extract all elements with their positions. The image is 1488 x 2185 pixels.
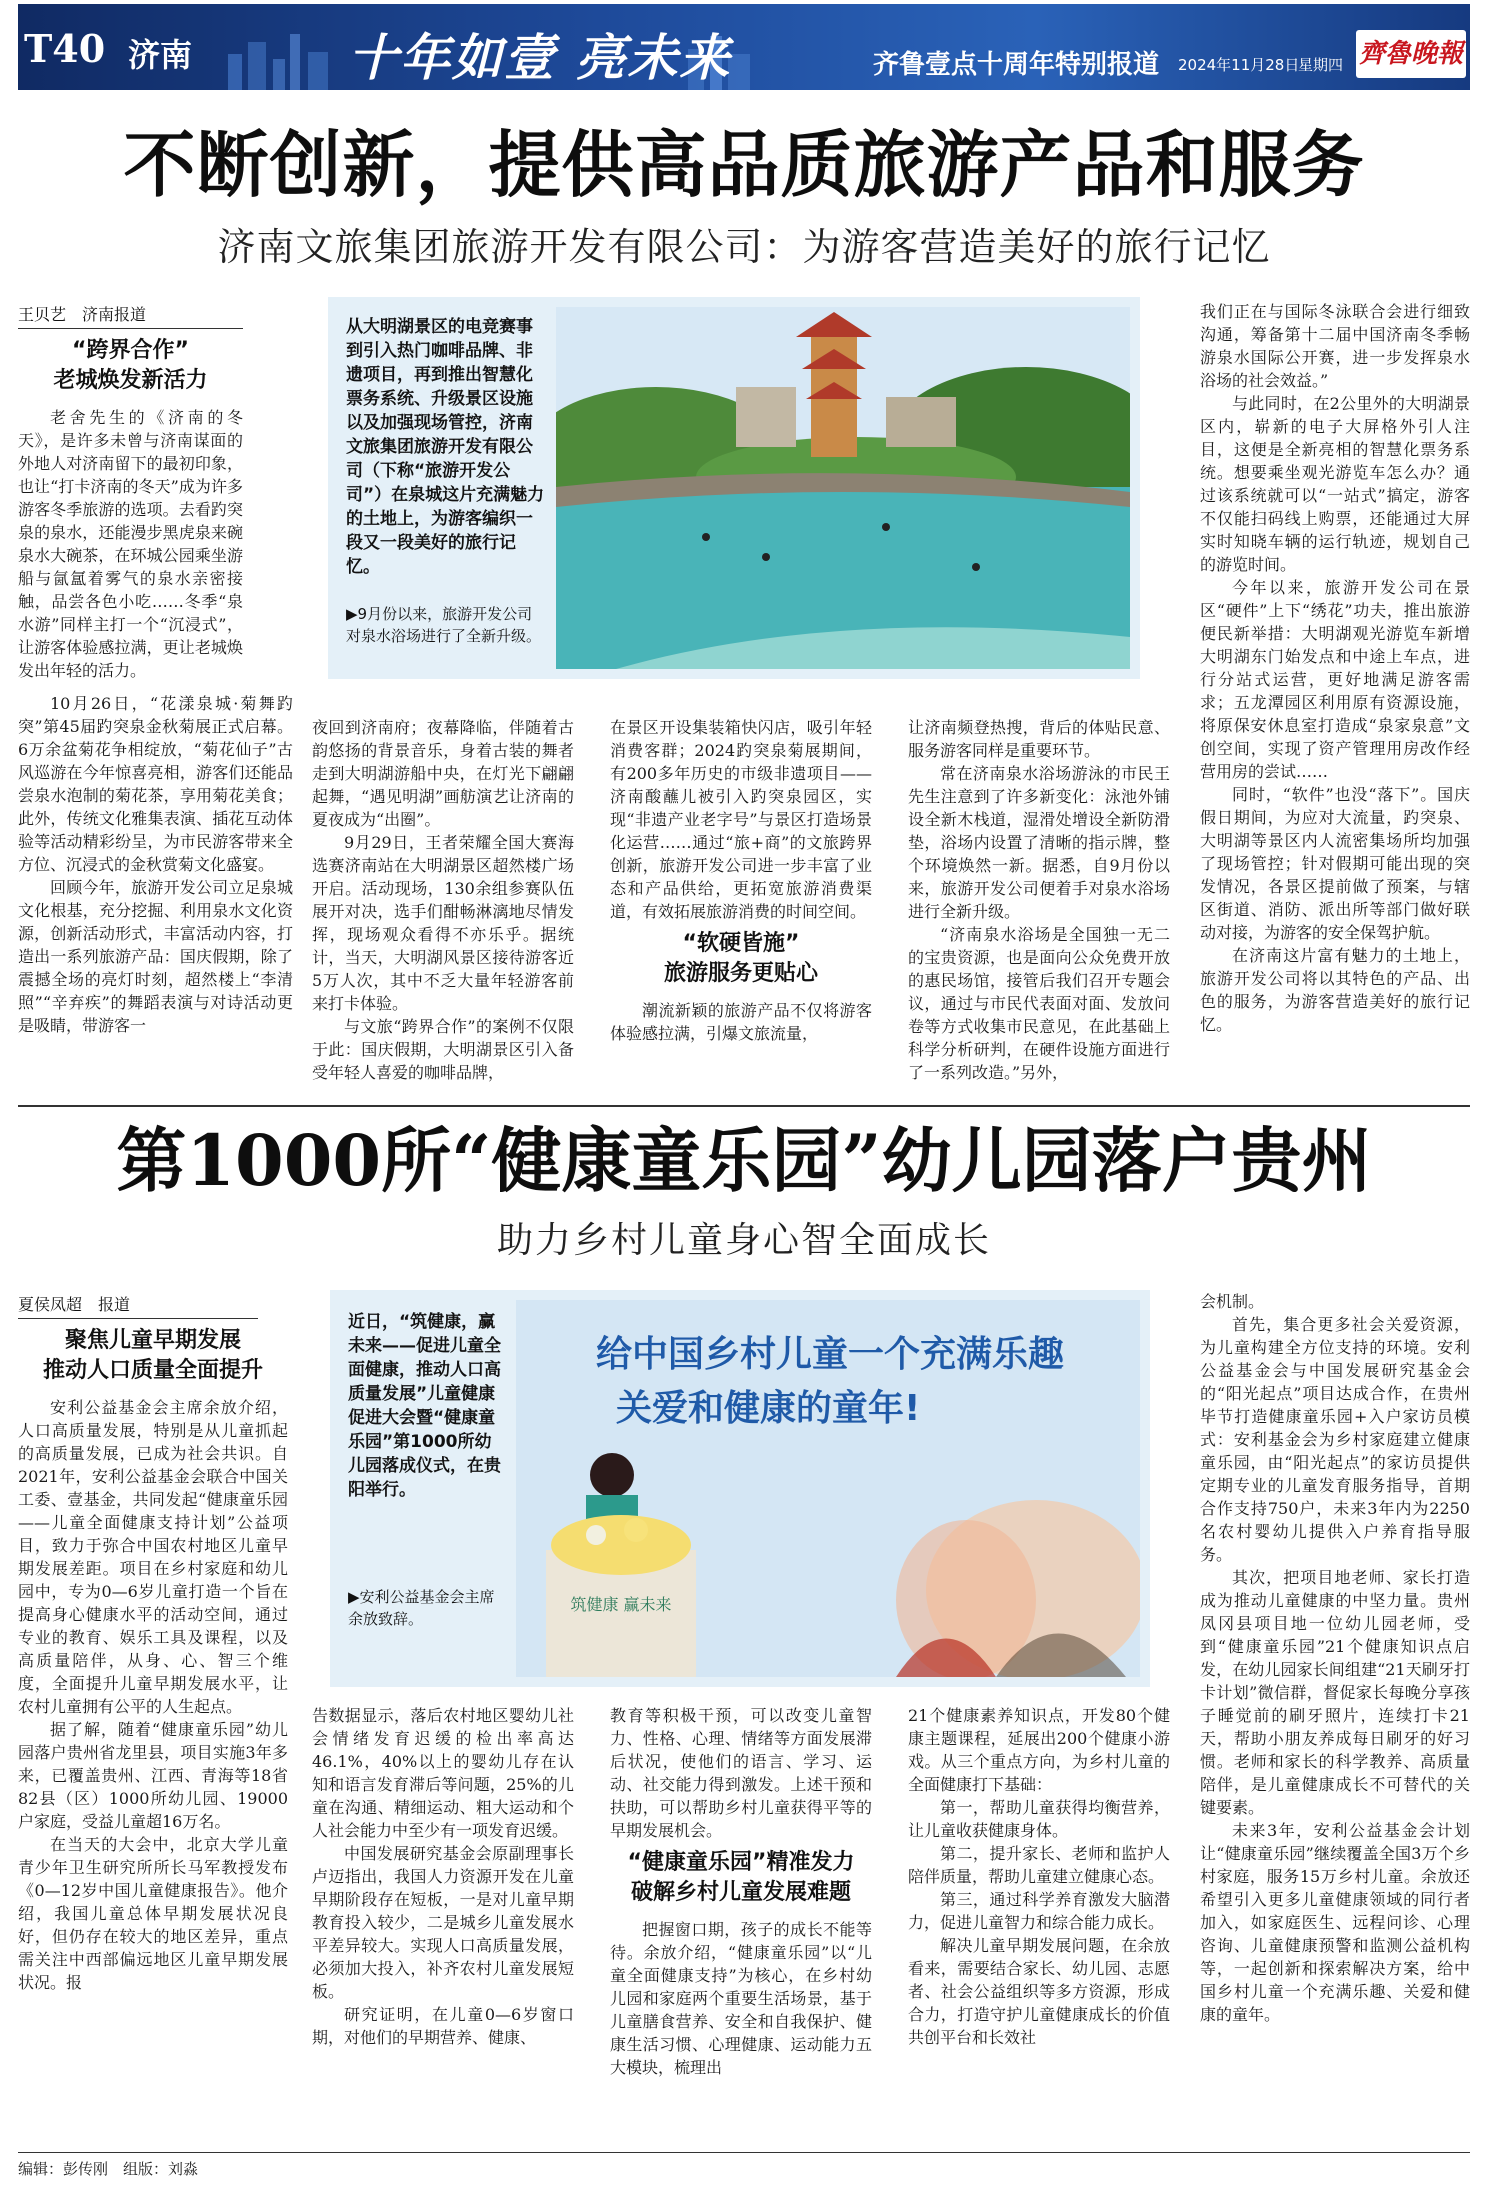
article1-col3 [610, 716, 872, 1045]
paragraph: 把握窗口期，孩子的成长不能等待。余放介绍，“健康童乐园”以“儿童全面健康支持”为核心，在乡村幼儿园和家庭两个重要生活场景，基于儿童膳食营养、安全和自我保护、健康生活习惯、心理健康、运动能力五大模块，梳理出 [610, 1920, 872, 2077]
paragraph: 夜回到济南府；夜幕降临，伴随着古韵悠扬的背景音乐，身着古装的舞者走到大明湖游船中央，在灯光下翩翩起舞，“遇见明湖”画舫演艺让济南的夏夜成为“出圈”。 [312, 718, 574, 829]
paragraph: 未来3年，安利公益基金会计划让“健康童乐园”继续覆盖全国3万个乡村家庭，服务15万乡村儿童。余放还希望引入更多儿童健康领域的同行者加入，如家庭医生、远程问诊、心理咨询、儿童健康预警和监测公益机构等，一起创新和探索解决方案，给中国乡村儿童一个充满乐趣、关爱和健康的童年。 [1200, 1821, 1470, 2024]
article2-subheadline: 助力乡村儿童身心智全面成长 [496, 1220, 991, 1261]
stage-slogan-line1: 给中国乡村儿童一个充满乐趣 [596, 1334, 1065, 1375]
paragraph: 10月26日，“花漾泉城·菊舞趵突”第45届趵突泉金秋菊展正式启幕。6万余盆菊花争相绽放，“菊花仙子”古风巡游在今年惊喜亮相，游客们还能品尝泉水泡制的菊花茶，享用菊花美食；此外，传统文化雅集表演、插花互动体验等活动精彩纷呈，为市民游客带来全方位、沉浸式的金秋赏菊文化盛宴。 [18, 694, 293, 874]
article1-photo-caption: ▶9月份以来，旅游开发公司对泉水浴场进行了全新升级。 [346, 605, 542, 645]
article1-col1-lower [18, 692, 293, 1037]
article2-lead: 近日，“筑健康，赢未来——促进儿童全面健康，推动人口高质量发展”儿童健康促进大会暨“健康童乐园”第1000所幼儿园落成仪式，在贵阳举行。 [348, 1312, 501, 1500]
paragraph: 在当天的大会中，北京大学儿童青少年卫生研究所所长马军教授发布《0—12岁中国儿童健康报告》。他介绍，我国儿童总体早期发展状况良好，但仍存在较大的地区差异，重点需关注中西部偏远地区儿童早期发展状况。报 [18, 1835, 288, 1992]
paragraph: 教育等积极干预，可以改变儿童智力、性格、心理、情绪等方面发展滞后状况，使他们的语言、学习、运动、社交能力得到激发。上述干预和扶助，可以帮助乡村儿童获得平等的早期发展机会。 [610, 1706, 872, 1840]
stage-slogan-line2: 关爱和健康的童年! [616, 1388, 921, 1429]
article2-col1 [18, 1320, 288, 1994]
page-number: T40 [24, 26, 106, 71]
paragraph: 告数据显示，落后农村地区婴幼儿社会情绪发育迟缓的检出率高达46.1%，40%以上的婴幼儿存在认知和语言发育滞后等问题，25%的儿童在沟通、精细运动、粗大运动和个人社会能力中至少有一项发育迟缓。 [312, 1706, 574, 1840]
article1-headline: 不断创新，提供高品质旅游产品和服务 [123, 122, 1365, 207]
article2-subhead1: 聚焦儿童早期发展 推动人口质量全面提升 [42, 1328, 263, 1383]
paragraph: 我们正在与国际冬泳联合会进行细致沟通，筹备第十二届中国济南冬季畅游泉水国际公开赛，进一步发挥泉水浴场的社会效益。” [1200, 302, 1470, 390]
article1-col1 [18, 330, 243, 682]
paragraph: 第二，提升家长、老师和监护人陪伴质量，帮助儿童建立健康心态。 [908, 1844, 1170, 1886]
issue-weekday: 星期四 [1298, 56, 1344, 74]
paragraph: 同时，“软件”也没“落下”。国庆假日期间，为应对大流量，趵突泉、大明湖等景区内人流密集场所均加强了现场管控；针对假期可能出现的突发情况，各景区提前做了预案，与辖区街道、消防、派出所等部门做好联动对接，为游客的安全保驾护航。 [1200, 785, 1470, 942]
paragraph: 解决儿童早期发展问题，在余放看来，需要结合家长、幼儿园、志愿者、社会公益组织等多方资源，形成合力，打造守护儿童健康成长的价值共创平台和长效社 [908, 1936, 1170, 2047]
paragraph: 据了解，随着“健康童乐园”幼儿园落户贵州省龙里县，项目实施3年多来，已覆盖贵州、江西、青海等18省82县（区）1000所幼儿园、19000户家庭，受益儿童超16万名。 [18, 1720, 288, 1831]
paragraph: 与此同时，在2公里外的大明湖景区内，崭新的电子大屏格外引人注目，这便是全新亮相的智慧化票务系统。想要乘坐观光游览车怎么办？通过该系统就可以“一站式”搞定，游客不仅能扫码线上购票，还能通过大屏实时知晓车辆的运行轨迹，规划自己的游览时间。 [1200, 394, 1470, 574]
paragraph: 研究证明，在儿童0—6岁窗口期，对他们的早期营养、健康、 [312, 2005, 574, 2047]
paragraph: “济南泉水浴场是全国独一无二的宝贵资源，也是面向公众免费开放的惠民场馆，接管后我们召开专题会议，通过与市民代表面对面、发放问卷等方式收集市民意见，在此基础上科学分析研判，在硬件设施方面进行了一系列改造。”另外， [908, 925, 1170, 1082]
section-divider [18, 1105, 1470, 1107]
issue-date: 2024年11月28日 [1178, 56, 1300, 74]
article1-lead: 从大明湖景区的电竞赛事到引入热门咖啡品牌、非遗项目，再到推出智慧化票务系统、升级景区设施以及加强现场管控，济南文旅集团旅游开发有限公司（下称“旅游开发公司”）在泉城这片充满魅力的土地上，为游客编织一段又一段美好的旅行记忆。 [346, 317, 545, 577]
paragraph: 与文旅“跨界合作”的案例不仅限于此：国庆假期，大明湖景区引入备受年轻人喜爱的咖啡品牌， [312, 1017, 574, 1082]
special-report-label: 齐鲁壹点十周年特别报道 [873, 50, 1160, 80]
article1-col2 [312, 716, 574, 1084]
article1-subhead2: “软硬皆施” 旅游服务更贴心 [663, 931, 818, 986]
logo-text: 齊魯晚報 [1358, 39, 1463, 69]
ceremony-photo [516, 1300, 1140, 1677]
article2-photo-caption: ▶安利公益基金会主席余放致辞。 [348, 1588, 495, 1628]
podium-text: 筑健康 赢未来 [570, 1595, 672, 1614]
paragraph: 常在济南泉水浴场游泳的市民王先生注意到了许多新变化：泳池外铺设全新木栈道，湿滑处增设全新防滑垫，浴场内设置了清晰的指示牌，整个环境焕然一新。据悉，自9月份以来，旅游开发公司便着手对泉水浴场进行全新升级。 [908, 764, 1170, 921]
paragraph: 其次，把项目地老师、家长打造成为推动儿童健康的中坚力量。贵州凤冈县项目地一位幼儿园老师，受到“健康童乐园”21个健康知识点启发，在幼儿园家长间组建“21天刷牙打卡计划”微信群，督促家长每晚分享孩子睡觉前的刷牙照片，连续打卡21天，帮助小朋友养成每日刷牙的好习惯。老师和家长的科学教养、高质量陪伴，是儿童健康成长不可替代的关键要素。 [1200, 1568, 1470, 1817]
article2-headline: 第1000所“健康童乐园”幼儿园落户贵州 [116, 1119, 1372, 1202]
paragraph: 安利公益基金会主席余放介绍，人口高质量发展，特别是从儿童抓起的高质量发展，已成为社会共识。自2021年，安利公益基金会联合中国关工委、壹基金，共同发起“健康童乐园——儿童全面健康支持计划”公益项目，致力于弥合中国农村地区儿童早期发展差距。项目在乡村家庭和幼儿园中，专为0—6岁儿童打造一个旨在提高身心健康水平的活动空间，通过专业的教育、娱乐工具及课程，以及高质量陪伴，从身、心、智三个维度，全面提升儿童早期发展水平，让农村儿童拥有公平的人生起点。 [18, 1398, 288, 1716]
paragraph: 今年以来，旅游开发公司在景区“硬件”上下“绣花”功夫，推出旅游便民新举措：大明湖观光游览车新增大明湖东门始发点和中途上车点，进行分站式运营，更好地满足游客需求；五龙潭园区利用原有资源设施，将原保安休息室打造成“泉家泉意”文创空间，实现了资产管理用房改作经营用房的尝试…… [1200, 578, 1470, 781]
masthead [18, 4, 1470, 90]
article2-photo-box [330, 1290, 1150, 1687]
article2-col4 [908, 1704, 1170, 2049]
paragraph: 第三，通过科学养育激发大脑潜力，促进儿童智力和综合能力成长。 [908, 1890, 1170, 1932]
article2-col3 [610, 1704, 872, 2079]
paragraph: 21个健康素养知识点，开发80个健康主题课程，延展出200个健康小游戏。从三个重点方向，为乡村儿童的全面健康打下基础： [908, 1706, 1170, 1794]
article2-col5 [1200, 1290, 1470, 2026]
article1-col4 [908, 716, 1170, 1084]
article1-photo-box [328, 297, 1140, 679]
article1-subhead1: “跨界合作” 老城焕发新活力 [53, 338, 208, 393]
article1-byline: 王贝艺 济南报道 [18, 302, 243, 329]
article2-byline: 夏侯凤超 报道 [18, 1292, 258, 1319]
paragraph: 在济南这片富有魅力的土地上，旅游开发公司将以其特色的产品、出色的服务，为游客营造美好的旅行记忆。 [1200, 946, 1470, 1034]
paragraph: 老舍先生的《济南的冬天》，是许多未曾与济南谋面的外地人对济南留下的最初印象，也让“打卡济南的冬天”成为许多游客冬季旅游的选项。去看趵突泉的泉水，还能漫步黑虎泉来碗泉水大碗茶，在环城公园乘坐游船与氤氲着雾气的泉水亲密接触，品尝各色小吃……冬季“泉水游”同样主打一个“沉浸式”，让游客体验感拉满，更让老城焕发出年轻的活力。 [18, 408, 243, 680]
paragraph: 第一，帮助儿童获得均衡营养，让儿童收获健康身体。 [908, 1798, 1170, 1840]
paragraph: 9月29日，王者荣耀全国大赛海选赛济南站在大明湖景区超然楼广场开启。活动现场，130余组参赛队伍展开对决，选手们酣畅淋漓地尽情发挥，现场观众看得不亦乐乎。据统计，当天，大明湖风景区接待游客近5万人次，其中不乏大量年轻游客前来打卡体验。 [312, 833, 574, 1013]
paragraph: 让济南频登热搜，背后的体贴民意、服务游客同样是重要环节。 [908, 718, 1170, 760]
paragraph: 回顾今年，旅游开发公司立足泉城文化根基，充分挖掘、利用泉水文化资源，创新活动形式，丰富活动内容，打造出一系列旅游产品：国庆假期，除了震撼全场的亮灯时刻，超然楼上“李清照”“辛弃疾”的舞蹈表演与对诗活动更是吸睛，带游客一 [18, 878, 293, 1035]
paragraph: 中国发展研究基金会原副理事长卢迈指出，我国人力资源开发在儿童早期阶段存在短板，一是对儿童早期教育投入较少，二是城乡儿童发展水平差异较大。实现人口高质量发展，必须加大投入，补齐农村儿童发展短板。 [312, 1844, 574, 2001]
footer-editor: 编辑：彭传刚 组版：刘淼 [18, 2160, 199, 2178]
banner-title: 十年如壹 亮未来 [348, 29, 732, 87]
spring-pool-photo [556, 307, 1130, 669]
paragraph: 首先，集合更多社会关爱资源，为儿童构建全方位支持的环境。安利公益基金会与中国发展研究基金会的“阳光起点”项目达成合作，在贵州毕节打造健康童乐园+入户家访员模式：安利基金会为乡村家庭建立健康童乐园，由“阳光起点”的家访员提供定期专业的儿童发育服务指导，首期合作支持750户，未来3年内为2250名农村婴幼儿提供入户养育指导服务。 [1200, 1315, 1470, 1564]
city-label: 济南 [128, 36, 193, 74]
article1-col5 [1200, 300, 1470, 1036]
paragraph: 潮流新颖的旅游产品不仅将游客体验感拉满，引爆文旅流量， [610, 1001, 872, 1043]
article2-col2 [312, 1704, 574, 2049]
article2-subhead2: “健康童乐园”精准发力 破解乡村儿童发展难题 [627, 1850, 855, 1905]
paragraph: 会机制。 [1200, 1292, 1265, 1311]
newspaper-logo [1356, 30, 1466, 78]
footer-rule [18, 2152, 1470, 2153]
paragraph: 在景区开设集装箱快闪店，吸引年轻消费客群；2024趵突泉菊展期间，有200多年历史的市级非遗项目——济南酸蘸儿被引入趵突泉园区，实现“非遗产业老字号”与景区打造场景化运营……通过“旅+商”的文旅跨界创新，旅游开发公司进一步丰富了业态和产品供给，更拓宽旅游消费渠道，有效拓展旅游消费的时间空间。 [610, 718, 872, 921]
article1-subheadline: 济南文旅集团旅游开发有限公司：为游客营造美好的旅行记忆 [217, 225, 1271, 269]
